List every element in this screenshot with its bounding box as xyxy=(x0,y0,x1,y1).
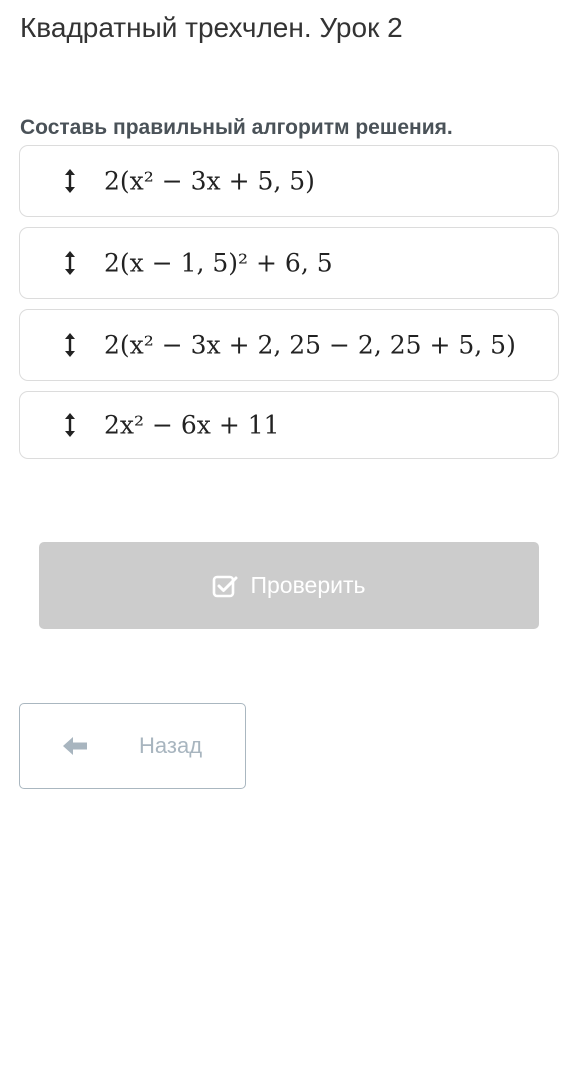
drag-handle-icon[interactable] xyxy=(60,411,80,439)
drag-handle-icon[interactable] xyxy=(60,249,80,277)
sortable-option-1[interactable] xyxy=(19,145,559,217)
back-button[interactable] xyxy=(19,703,246,789)
check-square-icon xyxy=(212,573,238,599)
sortable-option-3[interactable] xyxy=(19,309,559,381)
back-button-label: Назад xyxy=(139,733,203,758)
drag-handle-icon[interactable] xyxy=(60,167,80,195)
sortable-option-2[interactable] xyxy=(19,227,559,299)
option-expression: 2(x² − 3x + 2, 25 − 2, 25 + 5, 5) xyxy=(104,330,516,360)
sortable-option-4[interactable] xyxy=(19,391,559,459)
page-title: Квадратный трехчлен. Урок 2 xyxy=(20,12,403,43)
check-button[interactable] xyxy=(39,542,539,629)
check-button-label: Проверить xyxy=(250,572,366,598)
option-expression: 2(x − 1, 5)² + 6, 5 xyxy=(104,248,333,278)
task-instruction: Составь правильный алгоритм решения. xyxy=(20,116,453,139)
drag-handle-icon[interactable] xyxy=(60,331,80,359)
option-expression: 2(x² − 3x + 5, 5) xyxy=(104,166,315,196)
sortable-options-list xyxy=(19,145,559,469)
arrow-left-icon xyxy=(62,735,90,757)
option-expression: 2x² − 6x + 11 xyxy=(104,410,280,440)
